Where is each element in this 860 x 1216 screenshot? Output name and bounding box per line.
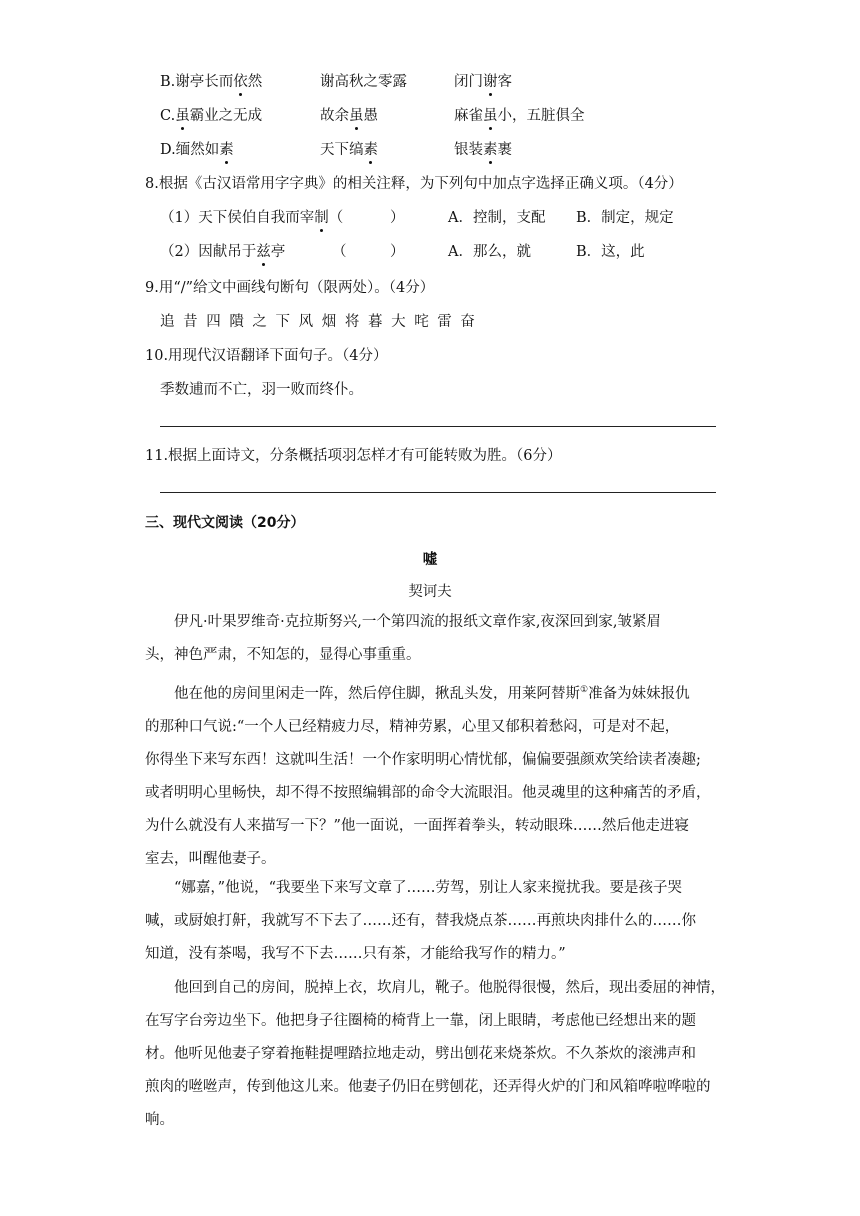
story-title: 嘘 [422, 551, 438, 568]
paragraph-3-line-2: 喊，或厨娘打鼾，我就写不下去了……还有，替我烧点茶……再煎块肉排什么的……你 [145, 913, 696, 929]
footnote-marker: ① [580, 685, 589, 695]
q8-item1-option-b: B．制定，规定 [576, 210, 674, 226]
paragraph-2-line-4: 或者明明心里畅快，却不得不按照编辑部的命令大流眼泪。他灵魂里的这种痛苦的矛盾， [145, 784, 711, 801]
story-author: 契诃夫 [408, 584, 452, 600]
q8-item2-close: ） [390, 244, 405, 260]
q7-d-col2: 天下缟素 [320, 142, 378, 158]
q8-stem: 8.根据《古汉语常用字字典》的相关注释，为下列句中加点字选择正确义项。（4分） [145, 176, 683, 192]
paragraph-4-line-4: 煎肉的咝咝声，传到他这儿来。他妻子仍旧在劈刨花，还弄得火炉的门和风箱哗啦哗啦的 [145, 1079, 711, 1095]
paragraph-2-line-5: 为什么就没有人来描写一下？”他一面说，一面挥着拳头，转动眼珠……然后他走进寝 [145, 817, 689, 834]
q7-b-col1: B.谢亭长而依然 [160, 74, 262, 90]
q7-d-col3: 银装素裹 [454, 142, 512, 158]
q8-item2-open: （ [332, 244, 347, 260]
paragraph-2-line-1 [145, 674, 717, 711]
paragraph-2 [145, 674, 717, 876]
q10-sentence: 季数逋而不亡，羽一败而终仆。 [160, 382, 363, 398]
paragraph-4-line-1: 他回到自己的房间，脱掉上衣，坎肩儿，靴子。他脱得很慢，然后，现出委屈的神情， [174, 980, 725, 996]
q10-answer-line[interactable] [160, 426, 716, 427]
q7-d-col1: D.缅然如素 [160, 142, 234, 158]
paragraph-3-line-1: “娜嘉，”他说，“我要坐下来写文章了……劳驾，别让人家来搅扰我。要是孩子哭 [174, 880, 682, 896]
paragraph-2-line-2: 的那种口气说:“一个人已经精疲力尽，精神劳累，心里又郁积着愁闷，可是对不起， [145, 718, 680, 735]
paragraph-2-line-6: 室去，叫醒他妻子。 [145, 850, 276, 867]
q8-item2-option-a: A．那么，就 [448, 244, 531, 260]
paragraph-4-line-3: 材。他听见他妻子穿着拖鞋提哩踏拉地走动，劈出刨花来烧茶炊。不久茶炊的滚沸声和 [145, 1046, 696, 1062]
q7-c-col1: C.虽霸业之无成 [160, 108, 262, 124]
paragraph-3-line-3: 知道，没有茶喝，我写不下去……只有茶，才能给我写作的精力。” [145, 946, 566, 962]
paragraph-3 [145, 872, 717, 971]
paragraph-4 [145, 972, 725, 1137]
paragraph-2-line-1a: 他在他的房间里闲走一阵，然后停住脚，揪乱头发，用莱阿替斯 [174, 685, 580, 702]
q9-sentence: 追 昔 四 隤 之 下 风 烟 将 暮 大 咤 雷 奋 [160, 314, 477, 330]
q8-item2-option-b: B．这，此 [576, 244, 645, 260]
paragraph-4-line-2: 在写字台旁边坐下。他把身子往圈椅的椅背上一靠，闭上眼睛，考虑他已经想出来的题 [145, 1013, 696, 1029]
paragraph-1-line-1: 伊凡·叶果罗维奇·克拉斯努兴,一个第四流的报纸文章作家,夜深回到家,皱紧眉 [174, 614, 662, 630]
q8-item1-option-a: A．控制，支配 [448, 210, 546, 226]
q11-stem: 11.根据上面诗文，分条概括项羽怎样才有可能转败为胜。（6分） [145, 448, 562, 464]
paragraph-1 [145, 606, 717, 672]
paragraph-2-line-3: 你得坐下来写东西！这就叫生活！一个作家明明心情忧郁，偏偏要强颜欢笑给读者凑趣; [145, 751, 701, 768]
section-heading: 三、现代文阅读（20分） [145, 515, 305, 531]
paragraph-4-line-5: 响。 [145, 1112, 174, 1128]
q7-b-col3: 闭门谢客 [454, 74, 512, 90]
q10-stem: 10.用现代汉语翻译下面句子。（4分） [145, 348, 388, 364]
paragraph-1-line-2: 头，神色严肃，不知怎的，显得心事重重。 [145, 647, 421, 663]
q9-stem: 9.用“/”给文中画线句断句（限两处）。（4分） [145, 280, 435, 296]
q8-item1-close: ） [390, 210, 405, 226]
q7-c-col3: 麻雀虽小，五脏俱全 [454, 108, 585, 124]
q7-b-col2: 谢高秋之零露 [320, 74, 407, 90]
q7-c-col2: 故余虽愚 [320, 108, 378, 124]
q11-answer-line[interactable] [160, 492, 716, 493]
paragraph-2-line-1b: 准备为妹妹报仇 [588, 685, 690, 702]
